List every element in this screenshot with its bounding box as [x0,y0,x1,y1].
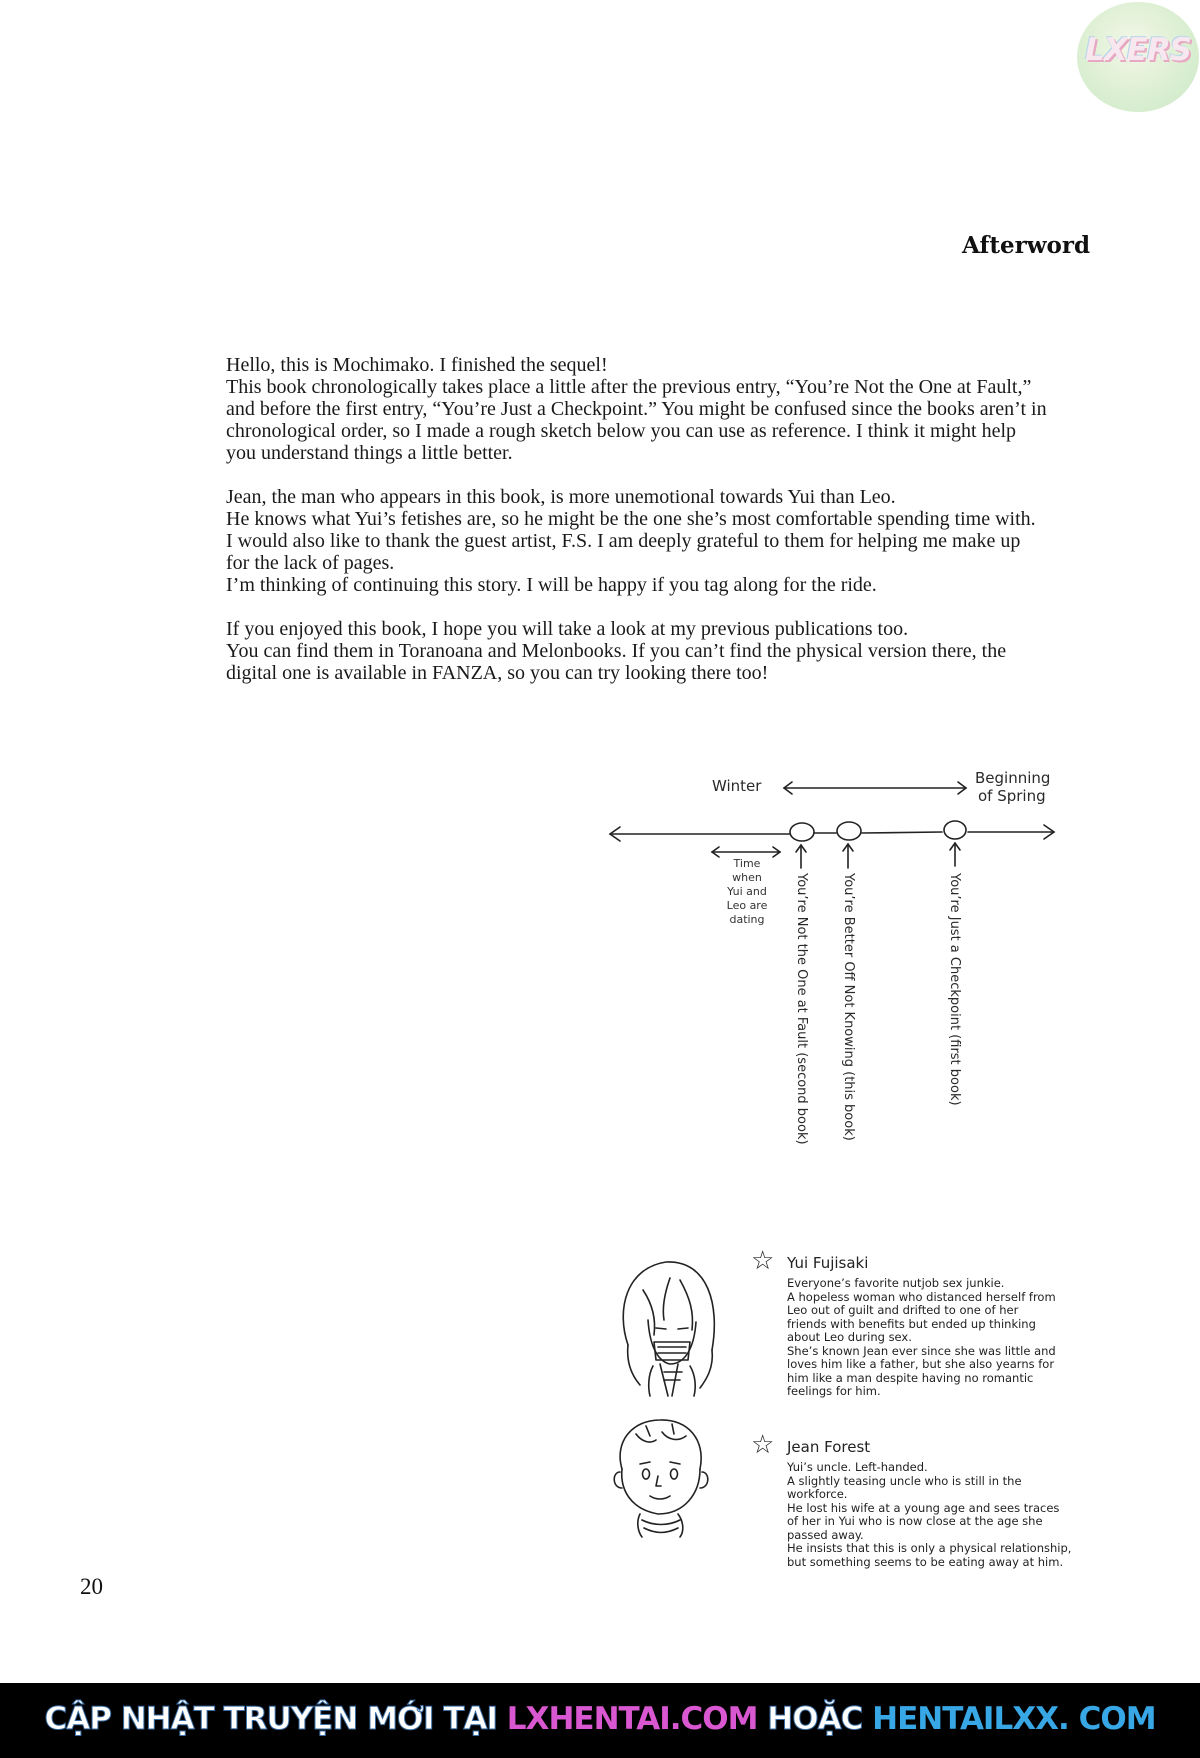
banner-link-lxhentai[interactable]: LXHENTAI.COM [506,1701,758,1737]
note-line: dating [729,913,765,926]
star-icon: ☆ [751,1430,775,1460]
timeline-end-label-line1: Beginning [975,769,1051,787]
marker-second-book [790,823,814,841]
desc-line: Leo out of guilt and drifted to one of her [787,1303,1019,1317]
desc-line: She’s known Jean ever since she was little and [787,1343,1056,1358]
text-line: digital one is available in FANZA, so you can try looking there too! [226,662,769,684]
desc-line: friends with benefits but ended up thinking [787,1316,1036,1331]
afterword-body [226,354,1126,706]
book-label-this: You’re Better Off Not Knowing (this book) [841,873,856,1141]
desc-line: passed away. [787,1527,864,1542]
timeline-end-label-line2: of Spring [978,787,1046,805]
text-line: This book chronologically takes place a little after the previous entry, “You’re Not the One at Fault,” [226,376,1032,398]
note-line: when [732,871,762,884]
desc-line: He lost his wife at a young age and sees traces [787,1500,1060,1515]
desc-line: A slightly teasing uncle who is still in the [787,1473,1022,1488]
paragraph-1 [226,354,1126,464]
dating-period-note [705,857,789,927]
marker-this-book [837,822,861,840]
desc-line: but something seems to be eating away at him. [787,1554,1064,1569]
text-line: for the lack of pages. [226,552,395,574]
text-line: He knows what Yui’s fetishes are, so he might be the one she’s most comfortable spending time with. [226,508,1036,530]
note-line: Time [733,857,761,870]
book-label-second: You’re Not the One at Fault (second book) [794,873,809,1145]
paragraph-3 [226,618,1126,684]
text-line: Hello, this is Mochimako. I finished the sequel! [226,354,608,376]
banner-text-part: HOẶC [757,1701,873,1737]
promo-banner [0,1683,1200,1758]
text-line: Jean, the man who appears in this book, is more unemotional towards Yui than Leo. [226,486,896,508]
text-line: and before the first entry, “You’re Just a Checkpoint.” You might be confused since the books aren’t in [226,398,1047,420]
desc-line: Everyone’s favorite nutjob sex junkie. [787,1276,1005,1290]
book-label-first: You’re Just a Checkpoint (first book) [947,873,962,1106]
desc-line: about Leo during sex. [787,1330,912,1344]
paragraph-2 [226,486,1126,596]
text-line: you understand things a little better. [226,442,513,464]
note-line: Yui and [727,885,767,898]
text-line: I’m thinking of continuing this story. I will be happy if you tag along for the ride. [226,574,877,596]
banner-link-hentailxx[interactable]: HENTAILXX. COM [872,1701,1156,1737]
text-line: You can find them in Toranoana and Melonbooks. If you can’t find the physical version there, the [226,640,1007,662]
desc-line: loves him like a father, but she also yearns for [787,1357,1055,1371]
page-number: 20 [80,1574,103,1599]
desc-line: Yui’s uncle. Left-handed. [787,1460,928,1474]
desc-line: He insists that this is only a physical relationship, [787,1541,1072,1555]
jean-portrait [606,1414,716,1539]
character-desc-jean [787,1461,1127,1569]
desc-line: of her in Yui who is now close at the age she [787,1514,1043,1528]
character-desc-yui [787,1277,1127,1399]
character-name-jean: Jean Forest [787,1438,871,1456]
page-title: Afterword [962,232,1091,259]
marker-first-book [944,821,966,839]
note-line: Leo are [726,899,768,912]
promo-banner-text [0,1701,1200,1737]
desc-line: him like a man despite having no romantic [787,1370,1034,1385]
lxers-logo-text: LXERS [1084,32,1192,68]
desc-line: A hopeless woman who distanced herself from [787,1289,1056,1304]
desc-line: workforce. [787,1487,848,1501]
text-line: I would also like to thank the guest artist, F.S. I am deeply grateful to them for helping me make up [226,530,1021,552]
character-name-yui: Yui Fujisaki [787,1254,869,1272]
yui-portrait [608,1250,728,1400]
timeline-start-label: Winter [712,777,762,795]
banner-text-part: CẬP NHẬT TRUYỆN MỚI TẠI [44,1701,507,1737]
text-line: If you enjoyed this book, I hope you will take a look at my previous publications too. [226,618,909,640]
timeline-sketch [600,760,1070,1230]
desc-line: feelings for him. [787,1384,881,1398]
star-icon: ☆ [751,1246,775,1276]
text-line: chronological order, so I made a rough sketch below you can use as reference. I think it might help [226,420,1017,442]
